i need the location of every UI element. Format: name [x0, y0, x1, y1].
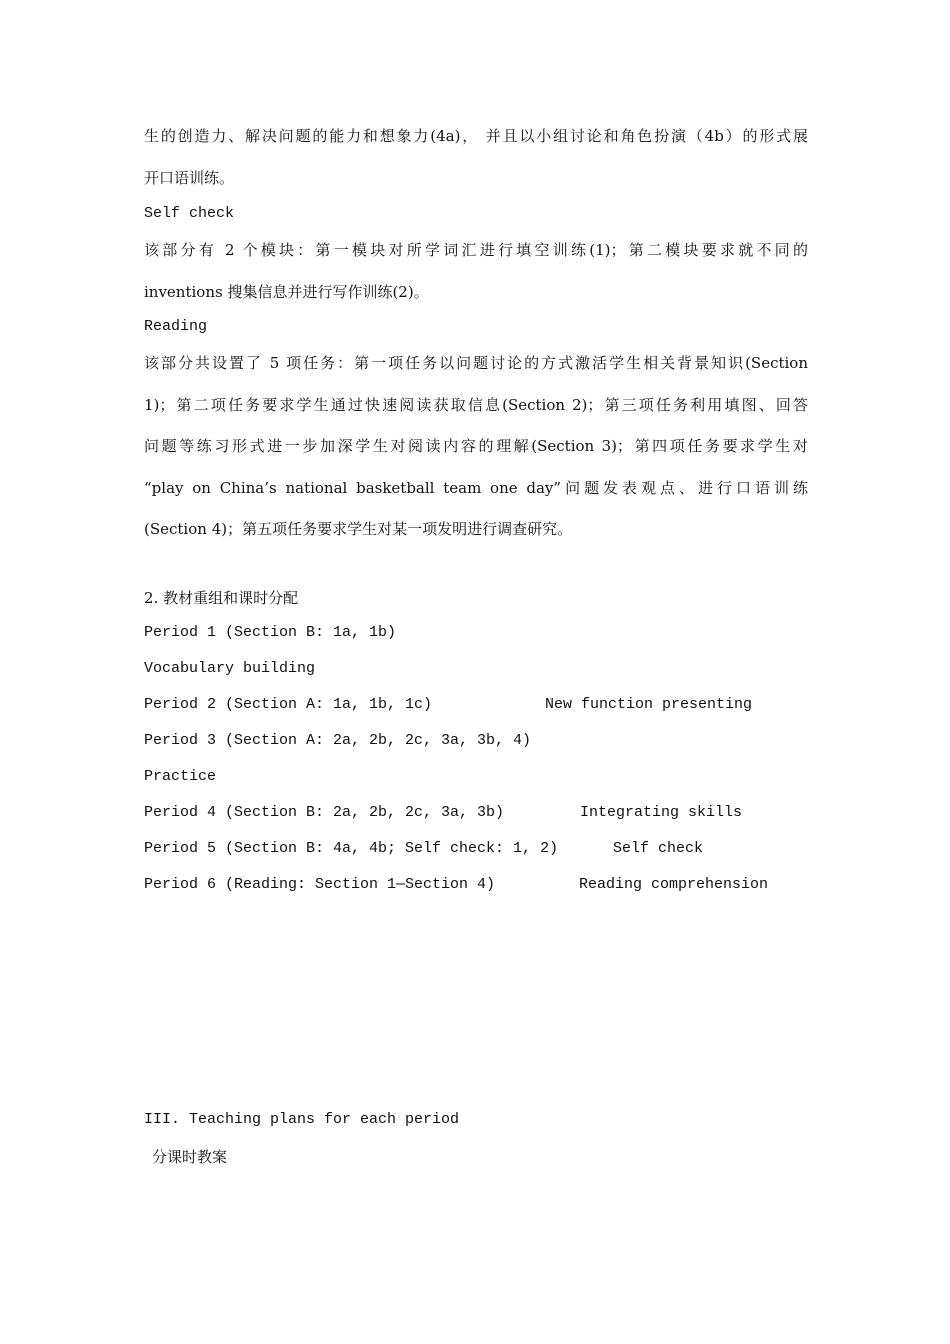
period-focus: Reading comprehension [579, 876, 769, 893]
section-2-heading: 2. 教材重组和课时分配 [144, 589, 299, 607]
reading-line-5: (Section 4)；第五项任务要求学生对某一项发明进行调查研究。 [144, 520, 573, 538]
self-check-line-2: inventions 搜集信息并进行写作训练(2)。 [144, 283, 429, 301]
reading-line-1: 该部分共设置了 5 项任务：第一项任务以问题讨论的方式激活学生相关背景知识(Section [144, 354, 808, 372]
period-row [144, 875, 808, 895]
reading-line-3: 问题等练习形式进一步加深学生对阅读内容的理解(Section 3)；第四项任务要求学生对 [144, 437, 808, 455]
period-row [144, 803, 808, 823]
period-row [144, 623, 808, 643]
intro-line-1: 生的创造力、解决问题的能力和想象力(4a)， 并且以小组讨论和角色扮演（4b）的形式展 [144, 127, 808, 145]
reading-heading: Reading [144, 318, 208, 335]
period-row [144, 839, 808, 859]
period-row [144, 767, 808, 787]
period-focus: Integrating skills [580, 804, 743, 821]
reading-line-2: 1)；第二项任务要求学生通过快速阅读获取信息(Section 2)；第三项任务利用填图、回答 [144, 396, 808, 414]
period-row [144, 659, 808, 679]
self-check-line-1: 该部分有 2 个模块：第一模块对所学词汇进行填空训练(1)；第二模块要求就不同的 [144, 241, 808, 259]
period-label: Vocabulary building [144, 660, 316, 677]
period-row [144, 731, 808, 751]
period-label: Period 3 (Section A: 2a, 2b, 2c, 3a, 3b, 4) [144, 732, 532, 749]
period-label: Period 2 (Section A: 1a, 1b, 1c) [144, 696, 433, 713]
period-label: Period 4 (Section B: 2a, 2b, 2c, 3a, 3b) [144, 804, 505, 821]
period-label: Period 1 (Section B: 1a, 1b) [144, 624, 397, 641]
period-label: Practice [144, 768, 217, 785]
period-label: Period 6 (Reading: Section 1—Section 4) [144, 876, 496, 893]
intro-line-2: 开口语训练。 [144, 169, 235, 187]
section-3-subheading: 分课时教案 [152, 1148, 228, 1166]
period-label: Period 5 (Section B: 4a, 4b; Self check: 1, 2) [144, 840, 559, 857]
section-3-heading: III. Teaching plans for each period [144, 1111, 460, 1128]
period-focus: Self check [613, 840, 704, 857]
period-row [144, 695, 808, 715]
self-check-heading: Self check [144, 205, 235, 222]
reading-line-4: “play on China’s national basketball team one day”问题发表观点、进行口语训练 [144, 479, 808, 497]
period-focus: New function presenting [545, 696, 753, 713]
